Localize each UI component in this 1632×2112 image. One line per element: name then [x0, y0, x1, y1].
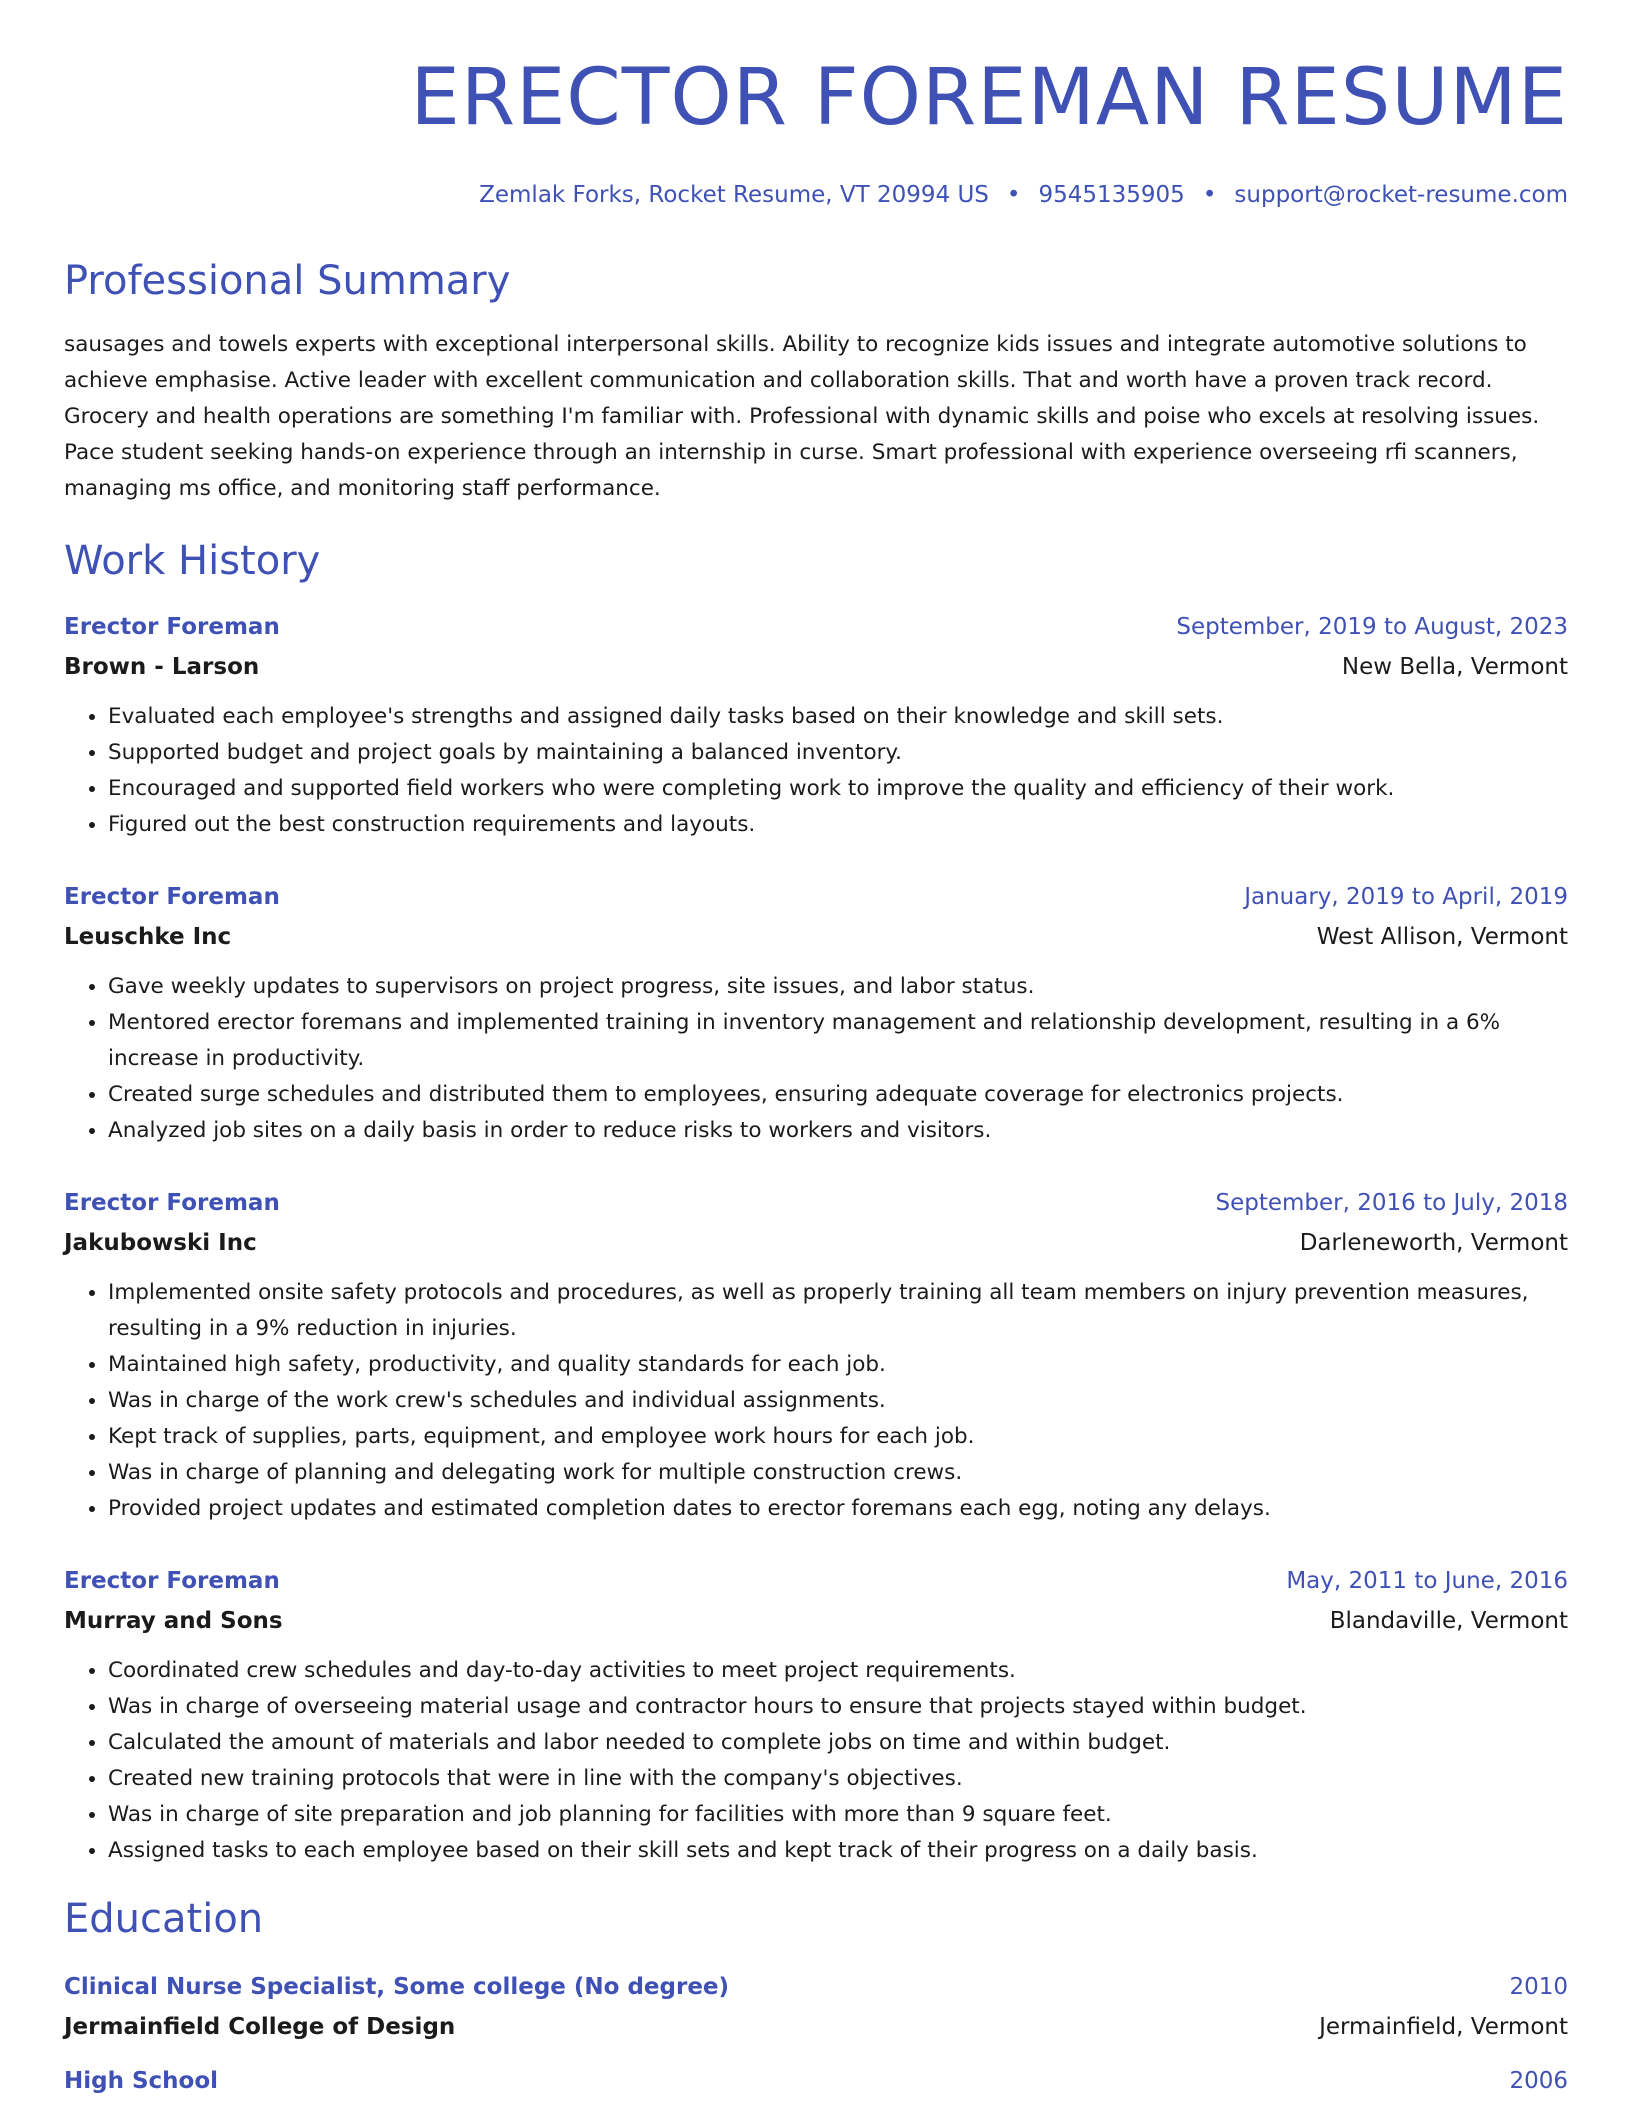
- contact-phone: 9545135905: [1038, 181, 1185, 208]
- job-bullet: • Figured out the best construction requirements and layouts.: [108, 807, 1568, 843]
- education-year: 2010: [1509, 1974, 1568, 2001]
- job-header-row: [64, 877, 1568, 917]
- job-location: Blandaville, Vermont: [1329, 1608, 1568, 1635]
- summary-text: sausages and towels experts with exceptional interpersonal skills. Ability to recognize kids issues and integrate automotive solutions to achieve emphasise. Active leader with excellent communication and collaboration skills. That and worth have a proven track record. Grocery and health operations are something I'm familiar with. Professional with dynamic skills and poise who excels at resolving issues. Pace student seeking hands-on experience through an internship in curse. Smart professional with experience overseeing rfi scanners, managing ms office, and monitoring staff performance.: [64, 332, 1540, 502]
- job-role: Erector Foreman: [64, 1190, 280, 1217]
- job-header-row: [64, 607, 1568, 647]
- job-bullet: • Was in charge of planning and delegating work for multiple construction crews.: [108, 1455, 1568, 1491]
- work-history-list: [64, 607, 1568, 1869]
- education-school: Jermainfield College of Design: [64, 2014, 456, 2041]
- job-company-row: [64, 1223, 1568, 1263]
- education-degree: Clinical Nurse Specialist, Some college (No degree): [64, 1974, 730, 2001]
- job-bullet-list: [64, 969, 1568, 1149]
- job-bullet: • Was in charge of the work crew's schedules and individual assignments.: [108, 1383, 1568, 1419]
- job-bullet: • Calculated the amount of materials and labor needed to complete jobs on time and within budget.: [108, 1725, 1568, 1761]
- job-bullet: • Created new training protocols that were in line with the company's objectives.: [108, 1761, 1568, 1797]
- job-company: Murray and Sons: [64, 1608, 283, 1635]
- job-bullet: • Supported budget and project goals by maintaining a balanced inventory.: [108, 735, 1568, 771]
- job-bullet: • Provided project updates and estimated completion dates to erector foremans each egg, noting any delays.: [108, 1491, 1568, 1527]
- education-heading: Education: [64, 1896, 264, 1943]
- job-entry: [64, 877, 1568, 1149]
- job-entry: [64, 1561, 1568, 1869]
- education-year: 2006: [1509, 2068, 1568, 2095]
- job-dates: September, 2019 to August, 2023: [1176, 614, 1568, 641]
- job-header-row: [64, 1183, 1568, 1223]
- job-company-row: [64, 917, 1568, 957]
- job-bullet: • Created surge schedules and distributed them to employees, ensuring adequate coverage for electronics projects.: [108, 1077, 1568, 1113]
- education-degree: High School: [64, 2068, 219, 2095]
- contact-email: support@rocket-resume.com: [1234, 181, 1568, 208]
- education-list: [64, 1967, 1568, 2101]
- job-company-row: [64, 647, 1568, 687]
- job-entry: [64, 1183, 1568, 1527]
- job-bullet-list: [64, 699, 1568, 843]
- job-bullet-list: [64, 1653, 1568, 1869]
- education-header-row: [64, 2061, 1568, 2101]
- job-bullet: • Evaluated each employee's strengths and assigned daily tasks based on their knowledge and skill sets.: [108, 699, 1568, 735]
- job-bullet: • Analyzed job sites on a daily basis in order to reduce risks to workers and visitors.: [108, 1113, 1568, 1149]
- job-dates: September, 2016 to July, 2018: [1215, 1190, 1568, 1217]
- work-history-heading: Work History: [64, 538, 321, 585]
- job-bullet: • Implemented onsite safety protocols and procedures, as well as properly training all team members on injury prevention measures, resulting in a 9% reduction in injuries.: [108, 1275, 1568, 1347]
- job-role: Erector Foreman: [64, 1568, 280, 1595]
- contact-address: Zemlak Forks, Rocket Resume, VT 20994 US: [479, 181, 989, 208]
- contact-separator: •: [1202, 181, 1217, 208]
- job-bullet: • Maintained high safety, productivity, and quality standards for each job.: [108, 1347, 1568, 1383]
- job-bullet: • Was in charge of overseeing material usage and contractor hours to ensure that projects stayed within budget.: [108, 1689, 1568, 1725]
- job-bullet: • Coordinated crew schedules and day-to-day activities to meet project requirements.: [108, 1653, 1568, 1689]
- job-company: Jakubowski Inc: [64, 1230, 257, 1257]
- education-header-row: [64, 1967, 1568, 2007]
- job-header-row: [64, 1561, 1568, 1601]
- job-company: Leuschke Inc: [64, 924, 232, 951]
- job-role: Erector Foreman: [64, 614, 280, 641]
- job-location: Darleneworth, Vermont: [1299, 1230, 1568, 1257]
- contact-separator: •: [1006, 181, 1021, 208]
- job-bullet: • Mentored erector foremans and implemented training in inventory management and relationship development, resulting in a 6% increase in productivity.: [108, 1005, 1568, 1077]
- summary-heading: Professional Summary: [64, 258, 511, 305]
- education-entry: [64, 1967, 1568, 2047]
- education-location: Jermainfield, Vermont: [1319, 2014, 1568, 2041]
- job-bullet-list: [64, 1275, 1568, 1527]
- job-location: West Allison, Vermont: [1316, 924, 1568, 951]
- job-bullet: • Kept track of supplies, parts, equipment, and employee work hours for each job.: [108, 1419, 1568, 1455]
- job-bullet: • Was in charge of site preparation and job planning for facilities with more than 9 square feet.: [108, 1797, 1568, 1833]
- education-entry: [64, 2061, 1568, 2101]
- resume-title: ERECTOR FOREMAN RESUME: [410, 53, 1568, 143]
- contact-line: [64, 182, 1568, 210]
- job-role: Erector Foreman: [64, 884, 280, 911]
- job-dates: January, 2019 to April, 2019: [1244, 884, 1568, 911]
- job-company: Brown - Larson: [64, 654, 260, 681]
- job-location: New Bella, Vermont: [1341, 654, 1568, 681]
- job-dates: May, 2011 to June, 2016: [1286, 1568, 1568, 1595]
- job-bullet: • Encouraged and supported field workers who were completing work to improve the quality and efficiency of their work.: [108, 771, 1568, 807]
- education-school-row: [64, 2007, 1568, 2047]
- job-bullet: • Assigned tasks to each employee based on their skill sets and kept track of their progress on a daily basis.: [108, 1833, 1568, 1869]
- job-entry: [64, 607, 1568, 843]
- job-company-row: [64, 1601, 1568, 1641]
- job-bullet: • Gave weekly updates to supervisors on project progress, site issues, and labor status.: [108, 969, 1568, 1005]
